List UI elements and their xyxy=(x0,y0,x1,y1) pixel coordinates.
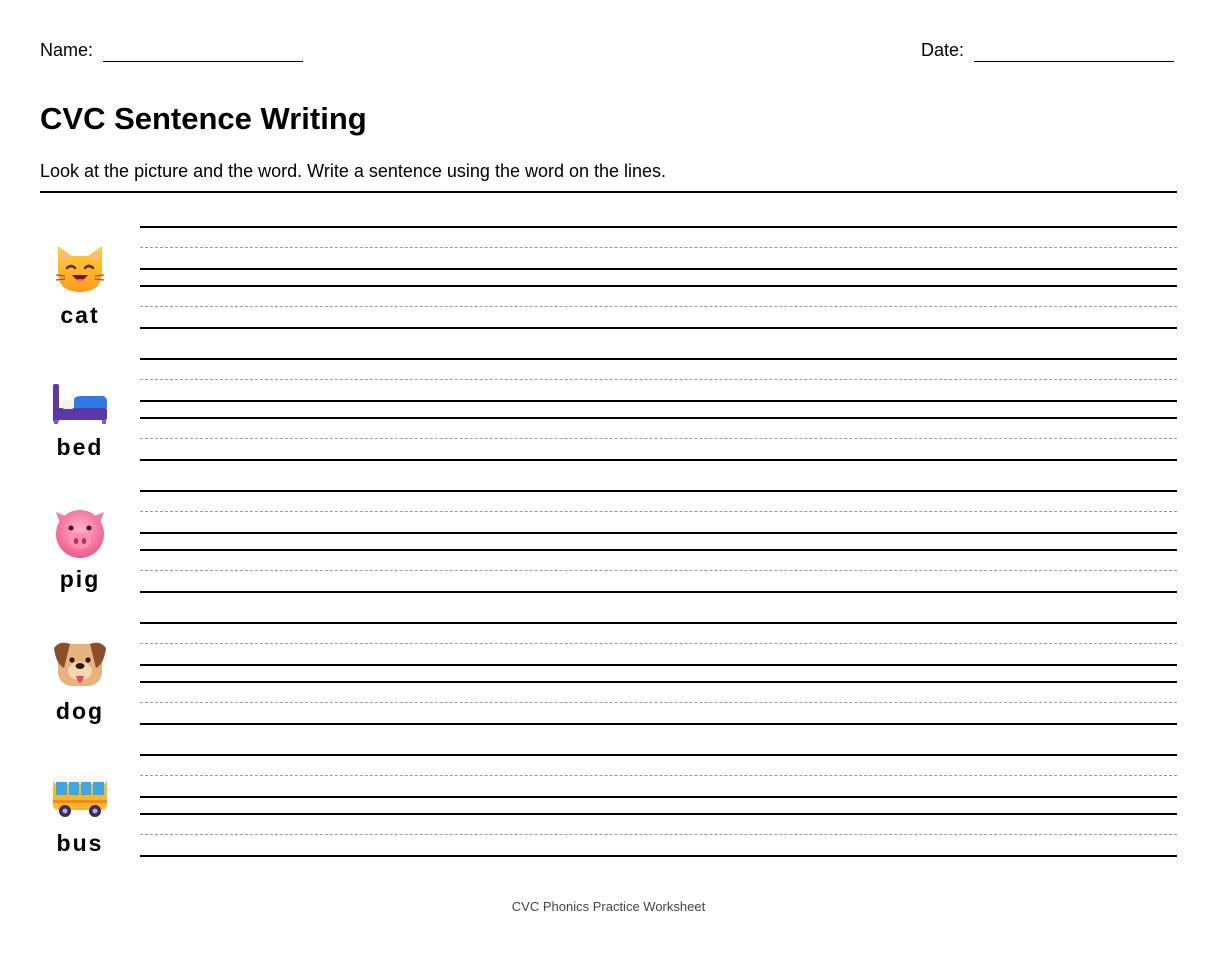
name-field xyxy=(40,38,303,62)
page-title: CVC Sentence Writing xyxy=(40,101,367,136)
footer-text: CVC Phonics Practice Worksheet xyxy=(511,899,706,914)
picture xyxy=(40,226,120,358)
cat-face-icon xyxy=(52,242,108,296)
item-word: pig xyxy=(59,566,101,592)
worksheet-item xyxy=(40,754,1177,886)
item-word: bed xyxy=(56,434,104,460)
picture xyxy=(40,490,120,622)
writing-lines[interactable] xyxy=(140,490,1177,622)
worksheet-item xyxy=(40,226,1177,358)
bus-icon xyxy=(52,774,108,820)
writing-lines[interactable] xyxy=(140,358,1177,490)
dog-face-icon xyxy=(52,638,108,692)
picture xyxy=(40,754,120,886)
worksheet-item xyxy=(40,358,1177,490)
pig-face-icon xyxy=(52,506,108,560)
item-word: bus xyxy=(56,830,104,856)
date-label: Date: xyxy=(921,40,965,60)
worksheet-item xyxy=(40,622,1177,754)
date-field xyxy=(921,38,1174,62)
name-blank-line[interactable] xyxy=(103,43,303,62)
name-label: Name: xyxy=(40,40,94,60)
picture xyxy=(40,358,120,490)
divider xyxy=(40,191,1177,193)
worksheet-item xyxy=(40,490,1177,622)
item-word: cat xyxy=(60,302,100,328)
instructions: Look at the picture and the word. Write a sentence using the word on the lines. xyxy=(40,161,667,181)
item-word: dog xyxy=(55,698,105,724)
date-blank-line[interactable] xyxy=(974,43,1174,62)
bed-icon xyxy=(52,382,108,426)
writing-lines[interactable] xyxy=(140,754,1177,886)
picture xyxy=(40,622,120,754)
writing-lines[interactable] xyxy=(140,622,1177,754)
writing-lines[interactable] xyxy=(140,226,1177,358)
